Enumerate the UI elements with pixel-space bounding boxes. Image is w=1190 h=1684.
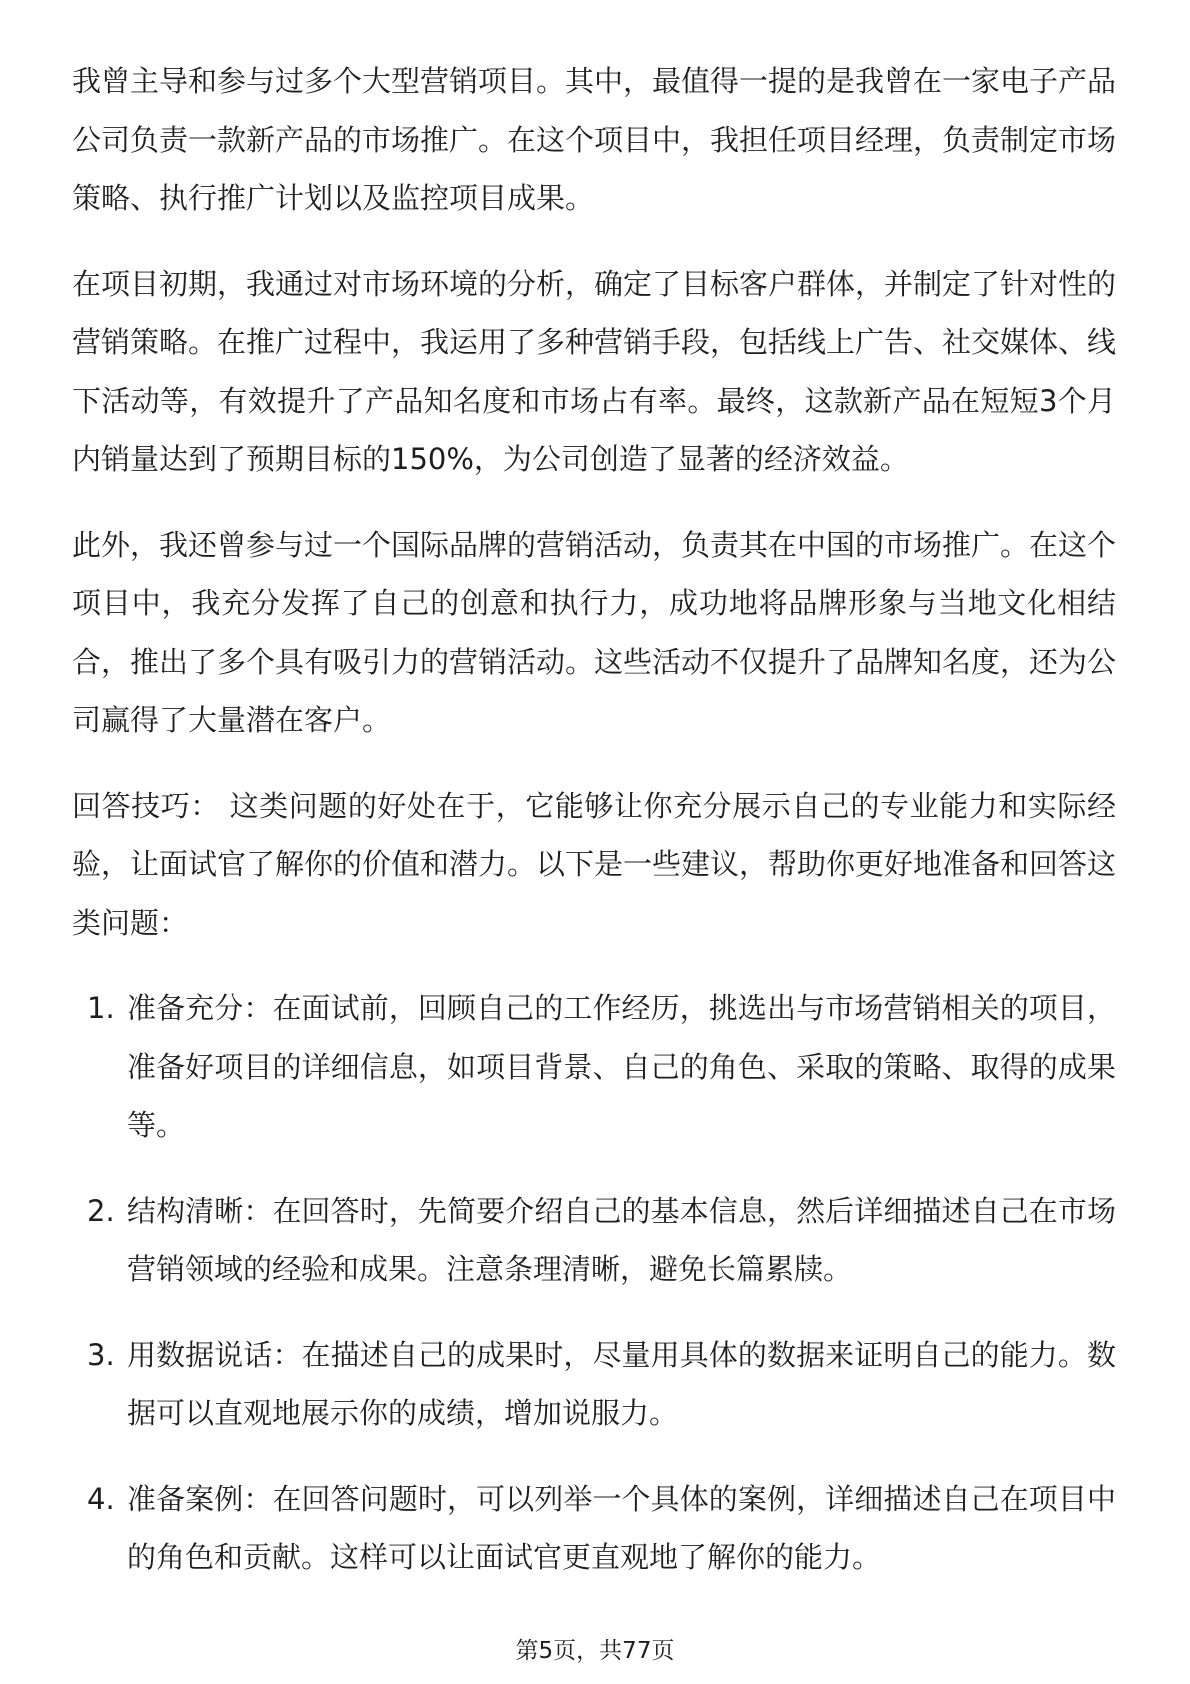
paragraph-line: 营销策略。在推广过程中，我运用了多种营销手段，包括线上广告、社交媒体、线 <box>72 325 1116 359</box>
list-item-line: 准备好项目的详细信息，如项目背景、自己的角色、采取的策略、取得的成果 <box>127 1049 1116 1084</box>
paragraph-line: 公司负责一款新产品的市场推广。在这个项目中，我担任项目经理，负责制定市场 <box>72 122 1116 157</box>
list-item-line: 等。 <box>127 1108 186 1142</box>
paragraph-line: 合，推出了多个具有吸引力的营销活动。这些活动不仅提升了品牌知名度，还为公 <box>72 644 1116 679</box>
paragraph-line: 内销量达到了预期目标的150%，为公司创造了显著的经济效益。 <box>72 442 909 476</box>
list-item-line: 的角色和贡献。这样可以让面试官更直观地了解你的能力。 <box>127 1540 882 1574</box>
list-number: 1. <box>87 991 115 1025</box>
paragraph-line: 类问题： <box>72 905 189 940</box>
paragraph <box>72 255 1116 489</box>
paragraph <box>72 516 1116 750</box>
list-item-line: 据可以直观地展示你的成绩，增加说服力。 <box>127 1396 679 1430</box>
list-number: 2. <box>87 1193 115 1228</box>
paragraph-line: 回答技巧： 这类问题的好处在于，它能够让你充分展示自己的专业能力和实际经 <box>72 788 1116 823</box>
list-item <box>72 979 1116 1155</box>
paragraph-line: 下活动等，有效提升了产品知名度和市场占有率。最终，这款新产品在短短3个月 <box>72 383 1116 418</box>
paragraph-line: 司赢得了大量潜在客户。 <box>72 703 392 737</box>
list-number: 4. <box>87 1481 115 1516</box>
list-item <box>72 1326 1116 1443</box>
list-item <box>72 1182 1116 1299</box>
tips-list <box>72 979 1116 1587</box>
document-body <box>72 52 1116 1614</box>
list-item-line: 用数据说话：在描述自己的成果时，尽量用具体的数据来证明自己的能力。数 <box>127 1337 1116 1372</box>
list-number: 3. <box>87 1337 115 1372</box>
paragraph-line: 此外，我还曾参与过一个国际品牌的营销活动，负责其在中国的市场推广。在这个 <box>72 527 1116 562</box>
page-number-footer: 第5页，共77页 <box>515 1638 675 1664</box>
paragraph-line: 在项目初期，我通过对市场环境的分析，确定了目标客户群体，并制定了针对性的 <box>72 266 1116 301</box>
list-item-line: 准备案例：在回答问题时，可以列举一个具体的案例，详细描述自己在项目中 <box>127 1481 1116 1516</box>
list-item-line: 结构清晰：在回答时，先简要介绍自己的基本信息，然后详细描述自己在市场 <box>127 1193 1116 1228</box>
paragraph-line: 我曾主导和参与过多个大型营销项目。其中，最值得一提的是我曾在一家电子产品 <box>72 64 1116 98</box>
paragraph <box>72 52 1116 228</box>
list-item-line: 营销领域的经验和成果。注意条理清晰，避免长篇累牍。 <box>127 1252 853 1286</box>
paragraph-line: 验，让面试官了解你的价值和潜力。以下是一些建议，帮助你更好地准备和回答这 <box>72 847 1116 881</box>
paragraph-line: 策略、执行推广计划以及监控项目成果。 <box>72 181 595 215</box>
paragraph-line: 项目中，我充分发挥了自己的创意和执行力，成功地将品牌形象与当地文化相结 <box>72 586 1116 620</box>
answer-tips-paragraph <box>72 777 1116 953</box>
list-item <box>72 1470 1116 1587</box>
list-item-line: 准备充分：在面试前，回顾自己的工作经历，挑选出与市场营销相关的项目， <box>127 991 1116 1025</box>
